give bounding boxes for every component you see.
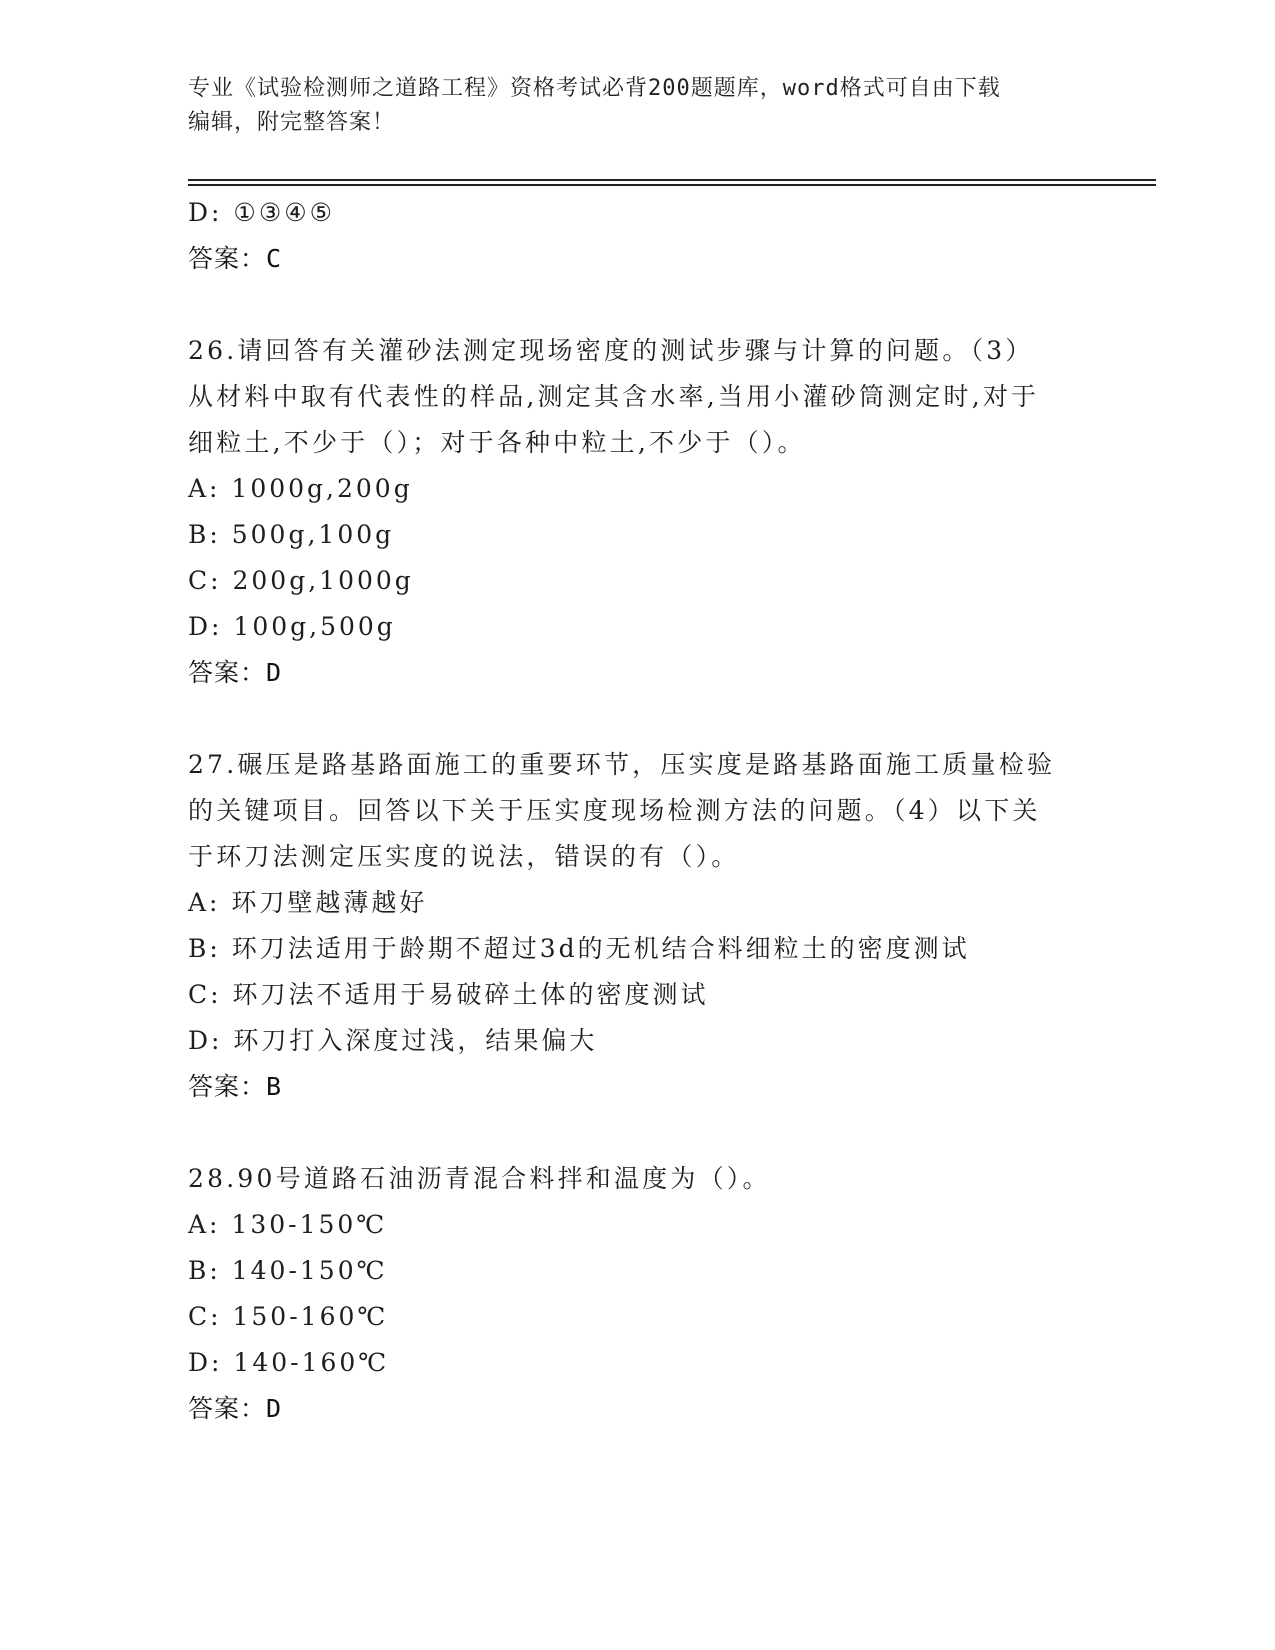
- question-text-line: 的关键项目。回答以下关于压实度现场检测方法的问题。（4）以下关: [188, 796, 1041, 825]
- prev-question-answer: 答案：C: [188, 244, 283, 273]
- option-a: A: 环刀壁越薄越好: [188, 888, 428, 917]
- header-line-1: 专业《试验检测师之道路工程》资格考试必背200题题库，word格式可自由下载: [188, 76, 1001, 101]
- question-block: [188, 328, 1088, 696]
- question-text-line: 从材料中取有代表性的样品,测定其含水率,当用小灌砂筒测定时,对于: [188, 382, 1040, 411]
- answer: 答案：D: [188, 658, 283, 687]
- option-b: B: 500g,100g: [188, 520, 395, 549]
- option-c: C: 150-160℃: [188, 1302, 389, 1331]
- option-b: B: 140-150℃: [188, 1256, 388, 1285]
- question-text-line: 26.请回答有关灌砂法测定现场密度的测试步骤与计算的问题。（3）: [188, 336, 1034, 365]
- answer: 答案：B: [188, 1072, 283, 1101]
- question-block: [188, 742, 1088, 1110]
- header-divider-top: [188, 179, 1156, 181]
- option-d: D: 100g,500g: [188, 612, 396, 641]
- header-divider-bottom: [188, 184, 1156, 186]
- document-header: [188, 72, 1088, 140]
- question-text-line: 28.90号道路石油沥青混合料拌和温度为（）。: [188, 1164, 771, 1193]
- option-c: C: 200g,1000g: [188, 566, 414, 595]
- answer: 答案：D: [188, 1394, 283, 1423]
- option-a: A: 1000g,200g: [188, 474, 413, 503]
- question-text-line: 于环刀法测定压实度的说法，错误的有（）。: [188, 842, 740, 871]
- spacer: [188, 696, 1088, 742]
- option-c: C: 环刀法不适用于易破碎土体的密度测试: [188, 980, 709, 1009]
- spacer: [188, 282, 1088, 328]
- document-body: [188, 190, 1088, 1432]
- option-b: B: 环刀法适用于龄期不超过3d的无机结合料细粒土的密度测试: [188, 934, 970, 963]
- question-text-line: 27.碾压是路基路面施工的重要环节，压实度是路基路面施工质量检验: [188, 750, 1056, 779]
- question-text-line: 细粒土,不少于（）；对于各种中粒土,不少于（）。: [188, 428, 806, 457]
- option-a: A: 130-150℃: [188, 1210, 388, 1239]
- prev-question-option-d: D: ①③④⑤: [188, 198, 336, 227]
- header-line-2: 编辑，附完整答案！: [188, 110, 396, 135]
- spacer: [188, 1110, 1088, 1156]
- question-block: [188, 1156, 1088, 1432]
- option-d: D: 环刀打入深度过浅，结果偏大: [188, 1026, 598, 1055]
- option-d: D: 140-160℃: [188, 1348, 390, 1377]
